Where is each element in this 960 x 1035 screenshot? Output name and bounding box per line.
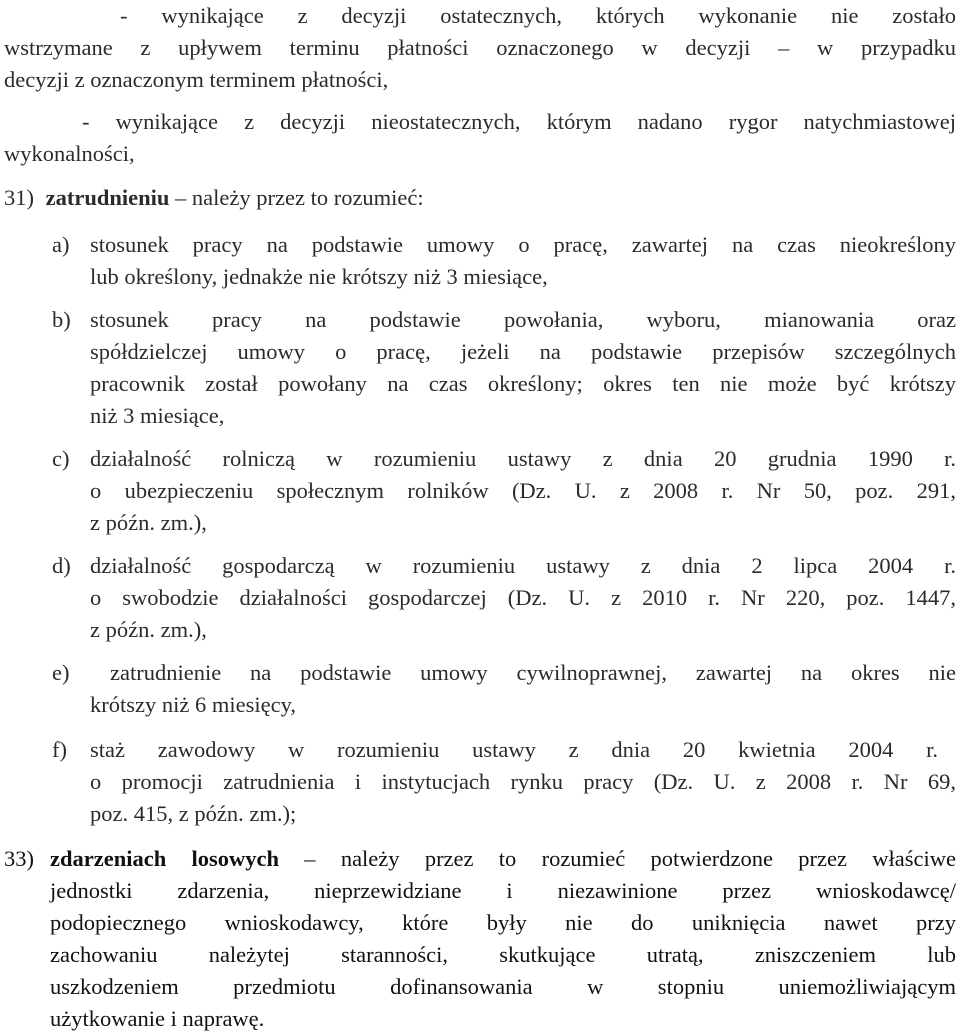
- text-line: spółdzielczej umowy o pracę, jeżeli na podstawie przepisów szczególnych: [90, 339, 956, 364]
- subitem-label: a): [52, 232, 70, 257]
- text-line: - wynikające z decyzji nieostatecznych, którym nadano rygor natychmiastowej: [82, 109, 956, 134]
- text-line: - wynikające z decyzji ostatecznych, których wykonanie nie zostało: [120, 3, 956, 28]
- subitem-label: f): [52, 737, 67, 762]
- text-line: [50, 843, 956, 875]
- text-line: krótszy niż 6 miesięcy,: [90, 692, 296, 717]
- text-line: jednostki zdarzenia, nieprzewidziane i niezawinione przez wnioskodawcę/: [50, 878, 956, 903]
- paragraph-decisions-final: [4, 0, 956, 96]
- defined-term: zdarzeniach losowych: [50, 846, 280, 871]
- text-line: wykonalności,: [4, 141, 135, 166]
- text-line: zatrudnienie na podstawie umowy cywilnoprawnej, zawartej na okres nie: [110, 660, 956, 685]
- text-line: wstrzymane z upływem terminu płatności oznaczonego w decyzji – w przypadku: [4, 35, 956, 60]
- text-line: o ubezpieczeniu społecznym rolników (Dz. U. z 2008 r. Nr 50, poz. 291,: [90, 478, 956, 503]
- text-line: zachowaniu należytej staranności, skutkujące utratą, zniszczeniem lub: [50, 942, 956, 967]
- text-line: działalność rolniczą w rozumieniu ustawy z dnia 20 grudnia 1990 r.: [90, 446, 956, 471]
- item-number: 31): [4, 185, 34, 210]
- text-line: stosunek pracy na podstawie powołania, wyboru, mianowania oraz: [90, 307, 956, 332]
- paragraph-decisions-nonfinal: [4, 106, 956, 170]
- subitem-a: [52, 229, 956, 293]
- text-line: stosunek pracy na podstawie umowy o pracę, zawartej na czas nieokreślony: [90, 232, 956, 257]
- subitem-label: c): [52, 446, 70, 471]
- text-line: o swobodzie działalności gospodarczej (Dz. U. z 2010 r. Nr 220, poz. 1447,: [90, 585, 956, 610]
- text-line: niż 3 miesiące,: [90, 403, 225, 428]
- subitem-label: d): [52, 553, 71, 578]
- text-line: decyzji z oznaczonym terminem płatności,: [4, 67, 389, 92]
- subitem-b: [52, 304, 956, 432]
- text-line: uszkodzeniem przedmiotu dofinansowania w stopniu uniemożliwiającym: [50, 974, 956, 999]
- subitem-label: b): [52, 307, 71, 332]
- text-line: o promocji zatrudnienia i instytucjach rynku pracy (Dz. U. z 2008 r. Nr 69,: [90, 769, 956, 794]
- subitem-label: e): [52, 660, 70, 685]
- definition-intro: – należy przez to rozumieć:: [169, 185, 424, 210]
- defined-term: zatrudnieniu: [45, 185, 170, 210]
- text-line: z późn. zm.),: [90, 510, 207, 535]
- subitem-c: [52, 443, 956, 539]
- subitem-e: [52, 657, 956, 721]
- text-line: podopiecznego wnioskodawcy, które były nie do uniknięcia nawet przy: [50, 910, 956, 935]
- text-line: lub określony, jednakże nie krótszy niż 3 miesiące,: [90, 264, 548, 289]
- text-line: pracownik został powołany na czas określony; okres ten nie może być krótszy: [90, 371, 956, 396]
- text-line: użytkowanie i naprawę.: [50, 1006, 265, 1031]
- text-line: staż zawodowy w rozumieniu ustawy z dnia 20 kwietnia 2004 r.: [90, 737, 938, 762]
- text-line: poz. 415, z późn. zm.);: [90, 801, 297, 826]
- item-number: 33): [4, 846, 34, 871]
- definition-intro: – należy przez to rozumieć potwierdzone przez właściwe: [279, 846, 956, 871]
- text-line: z późn. zm.),: [90, 617, 207, 642]
- definition-item-31: [4, 182, 944, 214]
- text-line: działalność gospodarczą w rozumieniu ustawy z dnia 2 lipca 2004 r.: [90, 553, 956, 578]
- subitem-d: [52, 550, 956, 646]
- subitem-f: [52, 734, 956, 830]
- definition-item-33: [4, 843, 956, 1035]
